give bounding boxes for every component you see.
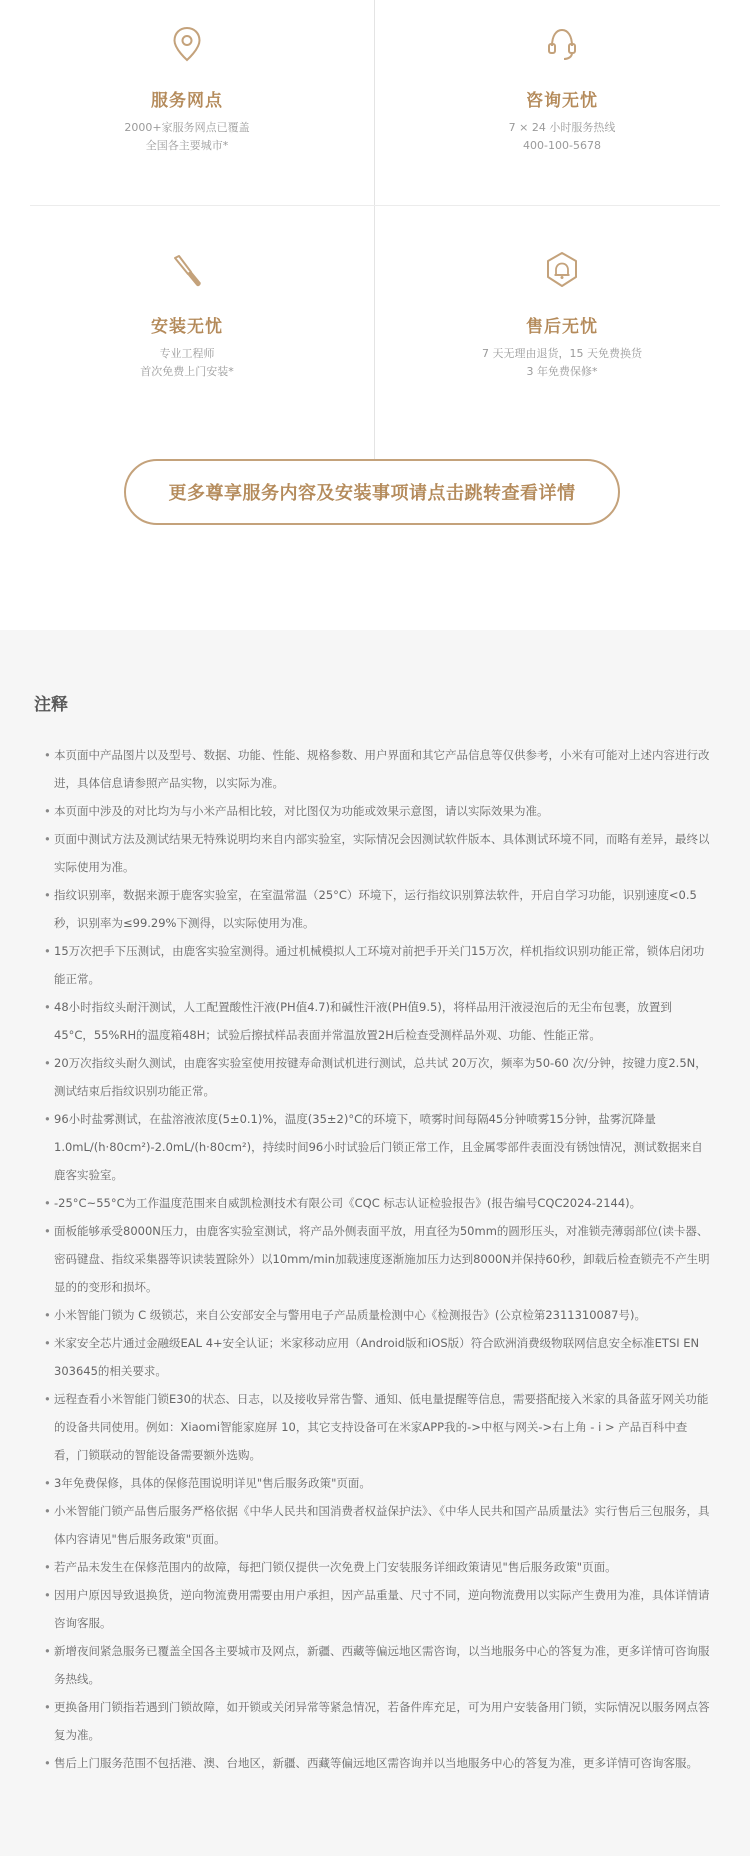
note-item: • 面板能够承受8000N压力，由鹿客实验室测试，将产品外侧表面平放，用直径为50mm的圆形压头，对准锁壳薄弱部位(读卡器、密码键盘、指纹采集器等识读装置除外）以10mm/min加载速度逐渐施加压力达到8000N并保持60秒，卸载后检查锁壳不产生明显的的变形和损坏。 xyxy=(34,1217,710,1301)
note-item: • 新增夜间紧急服务已覆盖全国各主要城市及网点，新疆、西藏等偏远地区需咨询，以当地服务中心的答复为准，更多详情可咨询服务热线。 xyxy=(34,1637,710,1693)
service-desc-line: 首次免费上门安装* xyxy=(140,365,234,378)
note-item: • 15万次把手下压测试，由鹿客实验室测得。通过机械模拟人工环境对前把手开关门15万次，样机指纹识别功能正常，锁体启闭功能正常。 xyxy=(34,937,710,993)
service-details-button[interactable]: 更多尊享服务内容及安装事项请点击跳转查看详情 xyxy=(124,459,620,525)
note-item: • 远程查看小米智能门锁E30的状态、日志，以及接收异常告警、通知、低电量提醒等信息，需要搭配接入米家的具备蓝牙网关功能的设备共同使用。例如：Xiaomi智能家庭屏 10，其它支持设备可在米家APP我的->中枢与网关->右上角 - i > 产品百科中查看，门锁联动的智能设备需要额外选购。 xyxy=(34,1385,710,1469)
notes-list xyxy=(34,741,710,1777)
note-item: • 售后上门服务范围不包括港、澳、台地区，新疆、西藏等偏远地区需咨询并以当地服务中心的答复为准，更多详情可咨询客服。 xyxy=(34,1749,710,1777)
note-item: • 本页面中产品图片以及型号、数据、功能、性能、规格参数、用户界面和其它产品信息等仅供参考，小米有可能对上述内容进行改进，具体信息请参照产品实物，以实际为准。 xyxy=(34,741,710,797)
note-item: • 20万次指纹头耐久测试，由鹿客实验室使用按键寿命测试机进行测试，总共试 20万次，频率为50-60 次/分钟，按键力度2.5N，测试结束后指纹识别功能正常。 xyxy=(34,1049,710,1105)
service-desc xyxy=(375,345,749,381)
notes-title: 注释 xyxy=(34,695,68,715)
service-desc-line: 7 × 24 小时服务热线 xyxy=(508,121,616,134)
note-item: • 若产品未发生在保修范围内的故障，每把门锁仅提供一次免费上门安装服务详细政策请见"售后服务政策"页面。 xyxy=(34,1553,710,1581)
note-item: • 更换备用门锁指若遇到门锁故障，如开锁或关闭异常等紧急情况，若备件库充足，可为用户安装备用门锁，实际情况以服务网点答复为准。 xyxy=(34,1693,710,1749)
service-desc-line: 2000+家服务网点已覆盖 xyxy=(124,121,250,134)
note-item: • -25°C~55°C为工作温度范围来自威凯检测技术有限公司《CQC 标志认证检验报告》(报告编号CQC2024-2144)。 xyxy=(34,1189,710,1217)
bell-shield-icon xyxy=(542,250,582,290)
divider-horizontal xyxy=(30,205,720,206)
note-item: • 48小时指纹头耐汗测试，人工配置酸性汗液(PH值4.7)和碱性汗液(PH值9.5)，将样品用汗液浸泡后的无尘布包裹，放置到45°C，55%RH的温度箱48H；试验后擦拭样品表面并常温放置2H后检查受测样品外观、功能、性能正常。 xyxy=(34,993,710,1049)
notes-section xyxy=(0,630,750,1856)
note-item: • 因用户原因导致退换货，逆向物流费用需要由用户承担，因产品重量、尺寸不同，逆向物流费用以实际产生费用为准，具体详情请咨询客服。 xyxy=(34,1581,710,1637)
note-item: • 小米智能门锁为 C 级锁芯，来自公安部安全与警用电子产品质量检测中心《检测报告》(公京检第2311310087号)。 xyxy=(34,1301,710,1329)
service-title: 咨询无忧 xyxy=(526,91,598,111)
service-desc-line: 7 天无理由退货，15 天免费换货 xyxy=(482,347,642,360)
service-aftersales xyxy=(375,250,749,381)
note-item: • 96小时盐雾测试，在盐溶液浓度(5±0.1)%，温度(35±2)°C的环境下，喷雾时间每隔45分钟喷雾15分钟，盐雾沉降量1.0mL/(h·80cm²)-2.0mL/(h·80cm²)，持续时间96小时试验后门锁正常工作，且金属零部件表面没有锈蚀情况，测试数据来自鹿客实验室。 xyxy=(34,1105,710,1189)
service-consult xyxy=(375,24,749,155)
service-title: 售后无忧 xyxy=(526,317,598,337)
service-title: 服务网点 xyxy=(151,91,223,111)
service-title: 安装无忧 xyxy=(151,317,223,337)
service-outlets xyxy=(0,24,374,155)
note-item: • 3年免费保修，具体的保修范围说明详见"售后服务政策"页面。 xyxy=(34,1469,710,1497)
service-desc-line: 全国各主要城市* xyxy=(145,139,229,152)
service-section xyxy=(0,0,750,630)
note-item: • 小米智能门锁产品售后服务严格依据《中华人民共和国消费者权益保护法》、《中华人民共和国产品质量法》实行售后三包服务，具体内容请见"售后服务政策"页面。 xyxy=(34,1497,710,1553)
headset-icon xyxy=(542,24,582,64)
note-item: • 米家安全芯片通过金融级EAL 4+安全认证；米家移动应用（Android版和iOS版）符合欧洲消费级物联网信息安全标准ETSI EN 303645的相关要求。 xyxy=(34,1329,710,1385)
note-item: • 页面中测试方法及测试结果无特殊说明均来自内部实验室，实际情况会因测试软件版本、具体测试环境不同，而略有差异，最终以实际使用为准。 xyxy=(34,825,710,881)
note-item: • 本页面中涉及的对比均为与小米产品相比较，对比图仅为功能或效果示意图，请以实际效果为准。 xyxy=(34,797,710,825)
service-install xyxy=(0,250,374,381)
service-desc xyxy=(0,119,374,155)
service-desc-line: 3 年免费保修* xyxy=(526,365,598,378)
service-desc xyxy=(375,119,749,155)
location-pin-icon xyxy=(167,24,207,64)
service-desc xyxy=(0,345,374,381)
service-desc-line: 400-100-5678 xyxy=(523,139,601,152)
screwdriver-icon xyxy=(167,250,207,290)
note-item: • 指纹识别率，数据来源于鹿客实验室，在室温常温（25°C）环境下，运行指纹识别算法软件，开启自学习功能，识别速度<0.5秒，识别率为≤99.29%下测得，以实际使用为准。 xyxy=(34,881,710,937)
service-desc-line: 专业工程师 xyxy=(159,347,215,360)
